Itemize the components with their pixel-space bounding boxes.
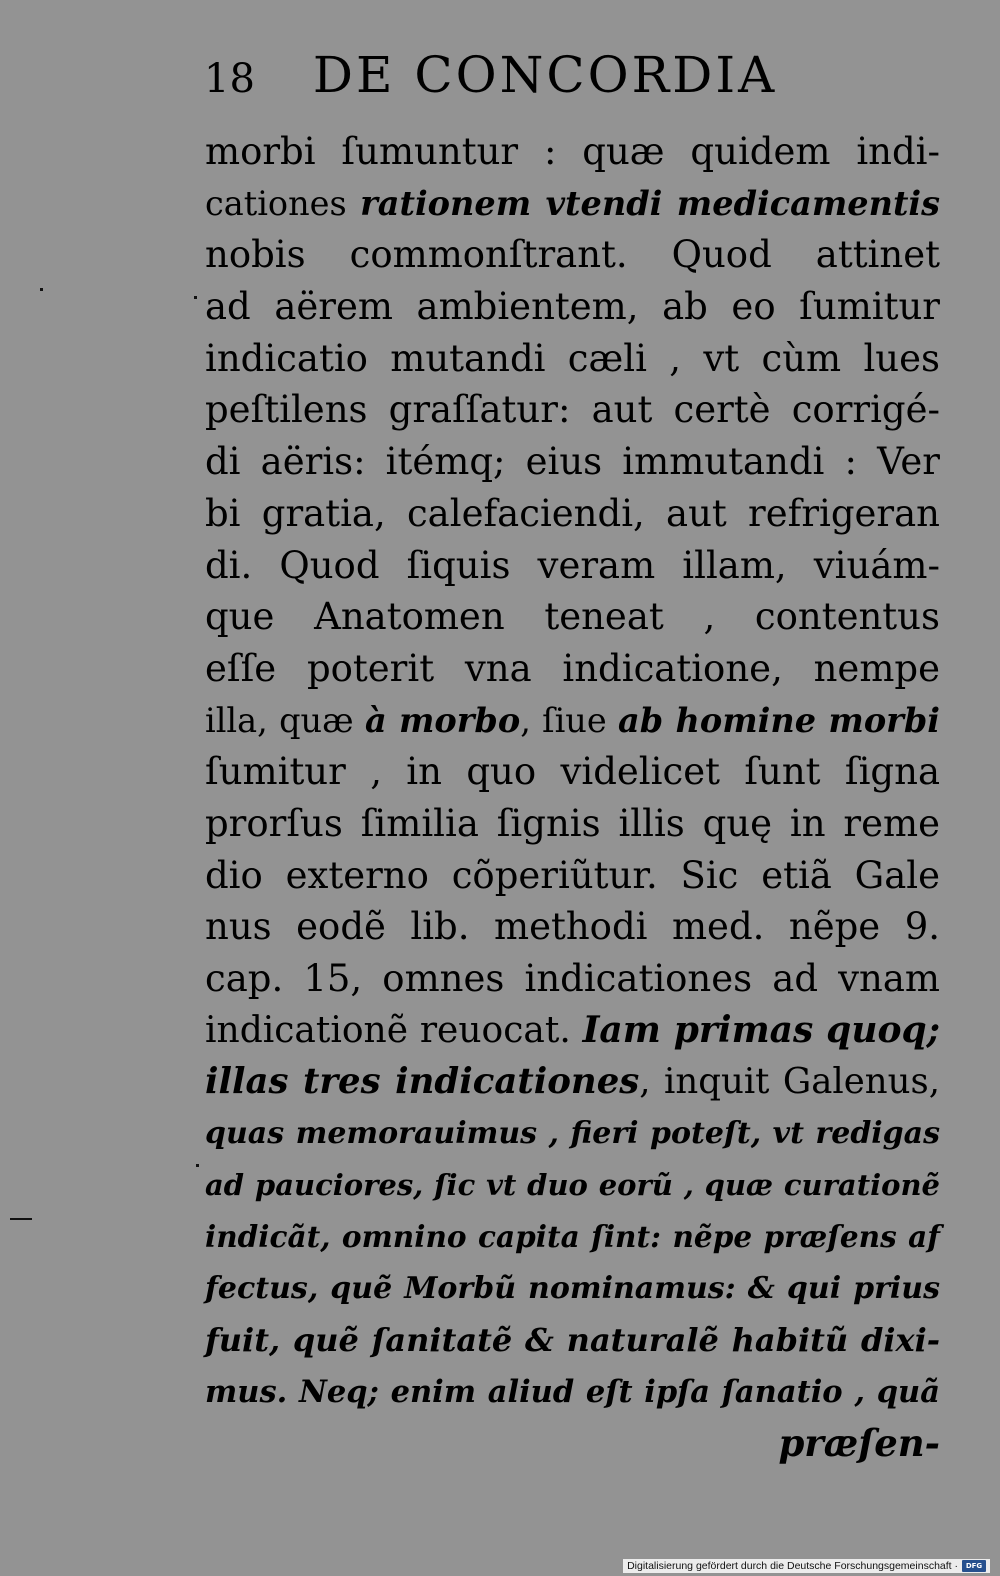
text-segment: ſumitur , in quo videlicet ſunt ſigna: [205, 750, 940, 794]
text-line: [205, 953, 940, 1005]
text-line: [205, 1108, 940, 1160]
italic-text-segment: rationem vtendi medicamentis: [360, 183, 941, 223]
italic-text-segment: quas memorauimus , fieri poteſt, vt redigas: [205, 1116, 940, 1152]
text-line: [205, 126, 940, 178]
text-segment: cationes: [205, 183, 361, 223]
margin-speck: [196, 1164, 199, 1167]
italic-text-segment: ab homine morbi: [618, 700, 940, 740]
italic-text-segment: fectus, quẽ Morbũ nominamus: & qui prius: [205, 1271, 940, 1307]
text-line: [205, 1418, 940, 1470]
text-line: [205, 850, 940, 902]
text-segment: di. Quod ſiquis veram illam, viuám-: [205, 543, 940, 587]
text-line: [205, 436, 940, 488]
text-line: [205, 384, 940, 436]
text-segment: bi gratia, calefaciendi, aut refrigeran: [205, 491, 940, 535]
italic-text-segment: mus. Neq; enim aliud eſt ipſa ſanatio , quã: [205, 1373, 940, 1410]
footer-credit: Digitalisierung gefördert durch die Deutsche Forschungsgemeinschaft ·: [627, 1560, 958, 1572]
text-segment: ad aërem ambientem, ab eo ſumitur: [205, 285, 940, 329]
text-line: [205, 901, 940, 953]
text-line: [205, 540, 940, 592]
italic-text-segment: præſen-: [778, 1421, 940, 1466]
margin-speck: [40, 288, 43, 291]
margin-speck: [10, 1218, 32, 1220]
text-line: [205, 1211, 940, 1263]
text-segment: di aëris: itémq; eius immutandi : Ver: [205, 440, 940, 484]
text-line: [205, 488, 940, 540]
italic-text-segment: illas tres indicationes: [205, 1061, 640, 1103]
page-number: 18: [204, 56, 255, 102]
text-segment: prorſus ſimilia ſignis illis quę in reme: [205, 801, 940, 845]
text-line: [205, 591, 940, 643]
text-line: [205, 229, 940, 281]
body-text: [205, 126, 940, 1470]
italic-text-segment: fuit, quẽ ſanitatẽ & naturalẽ habitũ dixi-: [205, 1320, 940, 1359]
text-segment: illa, quæ: [205, 700, 365, 740]
italic-text-segment: indicãt, omnino capita ſint: nẽpe præſens af: [205, 1219, 940, 1255]
text-segment: indicatio mutandi cæli , vt cùm lues: [205, 336, 940, 380]
text-line: [205, 1005, 940, 1057]
text-line: [205, 1263, 940, 1315]
text-segment: , ſiue: [520, 700, 619, 740]
text-line: [205, 746, 940, 798]
text-segment: dio externo cõperiũtur. Sic etiã Gale: [205, 853, 940, 897]
text-line: [205, 281, 940, 333]
text-line: [205, 1056, 940, 1108]
running-title: DE CONCORDIA: [312, 46, 778, 104]
italic-text-segment: à morbo: [364, 700, 521, 740]
text-line: [205, 178, 940, 230]
text-segment: indicationẽ reuocat.: [205, 1009, 583, 1051]
italic-text-segment: Iam primas quoq;: [582, 1008, 940, 1051]
text-segment: que Anatomen teneat , contentus: [205, 595, 940, 639]
text-segment: cap. 15, omnes indicationes ad vnam: [205, 957, 940, 1000]
text-line: [205, 695, 940, 747]
text-line: [205, 1160, 940, 1212]
dfg-logo-icon: DFG: [962, 1560, 986, 1572]
text-segment: nobis commonſtrant. Quod attinet: [205, 233, 940, 277]
text-segment: , inquit Galenus,: [639, 1061, 940, 1103]
text-line: [205, 1315, 940, 1367]
margin-speck: [194, 296, 197, 299]
text-segment: nus eodẽ lib. methodi med. nẽpe 9.: [205, 905, 940, 949]
text-segment: eſſe poterit vna indicatione, nempe: [205, 646, 940, 690]
page-header: [204, 46, 864, 106]
text-line: [205, 1367, 940, 1419]
text-segment: peſtilens graſſatur: aut certè corrigé-: [205, 388, 940, 432]
text-segment: morbi ſumuntur : quæ quidem indi-: [205, 130, 940, 173]
digitization-footer: [623, 1559, 990, 1573]
text-line: [205, 333, 940, 385]
italic-text-segment: ad pauciores, ſic vt duo eorũ , quæ curationẽ: [205, 1167, 940, 1202]
text-line: [205, 643, 940, 695]
text-line: [205, 798, 940, 850]
